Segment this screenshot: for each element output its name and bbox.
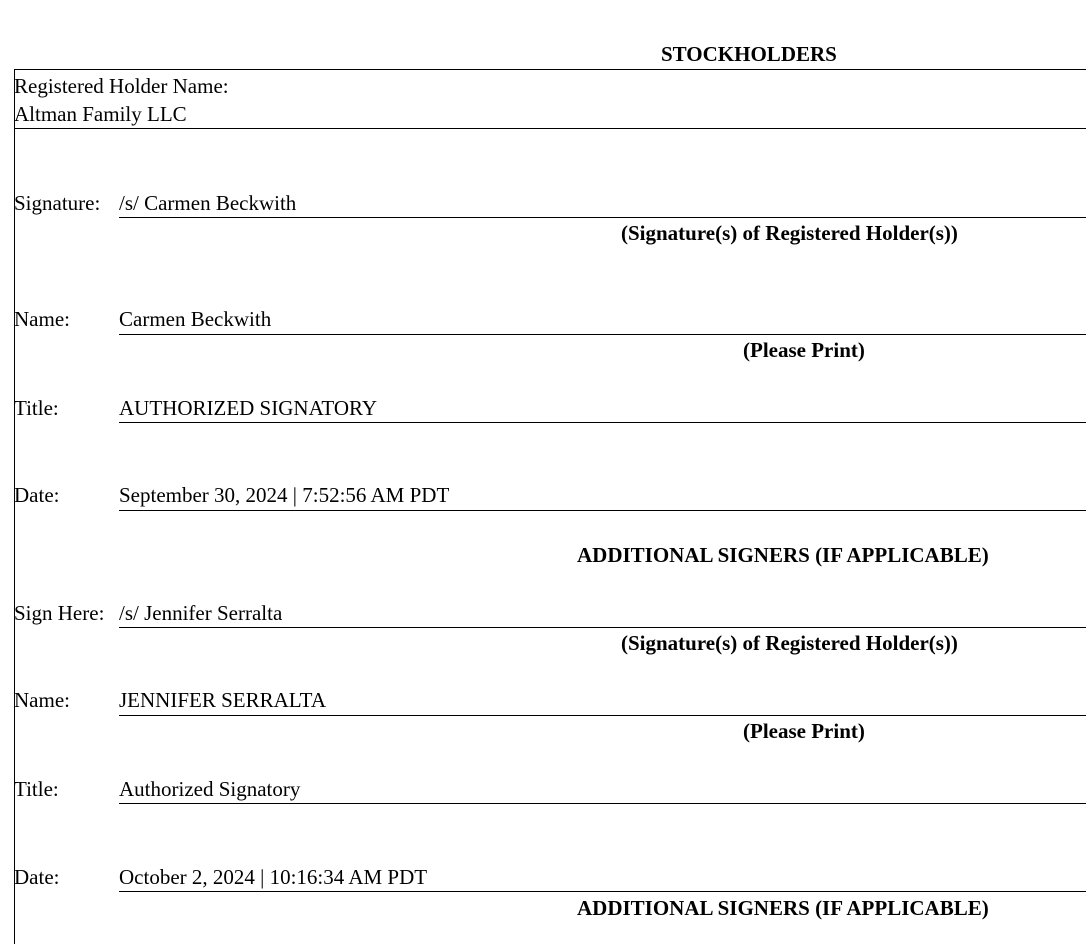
- title-line: [119, 422, 1086, 423]
- additional-name-caption: (Please Print): [743, 719, 865, 743]
- registered-holder-label: Registered Holder Name:: [14, 74, 229, 98]
- signature-caption: (Signature(s) of Registered Holder(s)): [621, 221, 958, 245]
- section-title: STOCKHOLDERS: [661, 42, 837, 66]
- top-border: [14, 69, 1086, 70]
- date-line: [119, 510, 1086, 511]
- additional-date-label: Date:: [14, 865, 60, 889]
- additional-signature-caption: (Signature(s) of Registered Holder(s)): [621, 631, 958, 655]
- additional-signers-heading: ADDITIONAL SIGNERS (IF APPLICABLE): [577, 543, 989, 567]
- additional-date-line: [119, 891, 1086, 892]
- additional-title-value: Authorized Signatory: [119, 777, 301, 801]
- signature-value: /s/ Carmen Beckwith: [119, 191, 297, 215]
- additional-signers-heading-2: ADDITIONAL SIGNERS (IF APPLICABLE): [577, 896, 989, 920]
- additional-title-label: Title:: [14, 777, 59, 801]
- name-caption: (Please Print): [743, 338, 865, 362]
- date-label: Date:: [14, 483, 60, 507]
- title-label: Title:: [14, 396, 59, 420]
- title-value: AUTHORIZED SIGNATORY: [119, 396, 378, 420]
- signature-label: Signature:: [14, 191, 101, 215]
- signature-line: [119, 217, 1086, 218]
- additional-signature-value: /s/ Jennifer Serralta: [119, 601, 283, 625]
- name-line: [119, 334, 1086, 335]
- additional-name-value: JENNIFER SERRALTA: [119, 688, 326, 712]
- name-value: Carmen Beckwith: [119, 307, 272, 331]
- additional-signature-line: [119, 627, 1086, 628]
- additional-name-label: Name:: [14, 688, 70, 712]
- additional-date-value: October 2, 2024 | 10:16:34 AM PDT: [119, 865, 428, 889]
- additional-name-line: [119, 715, 1086, 716]
- name-label: Name:: [14, 307, 70, 331]
- registered-holder-value: Altman Family LLC: [14, 102, 187, 126]
- date-value: September 30, 2024 | 7:52:56 AM PDT: [119, 483, 450, 507]
- additional-title-line: [119, 803, 1086, 804]
- holder-divider: [14, 128, 1086, 129]
- sign-here-label: Sign Here:: [14, 601, 105, 625]
